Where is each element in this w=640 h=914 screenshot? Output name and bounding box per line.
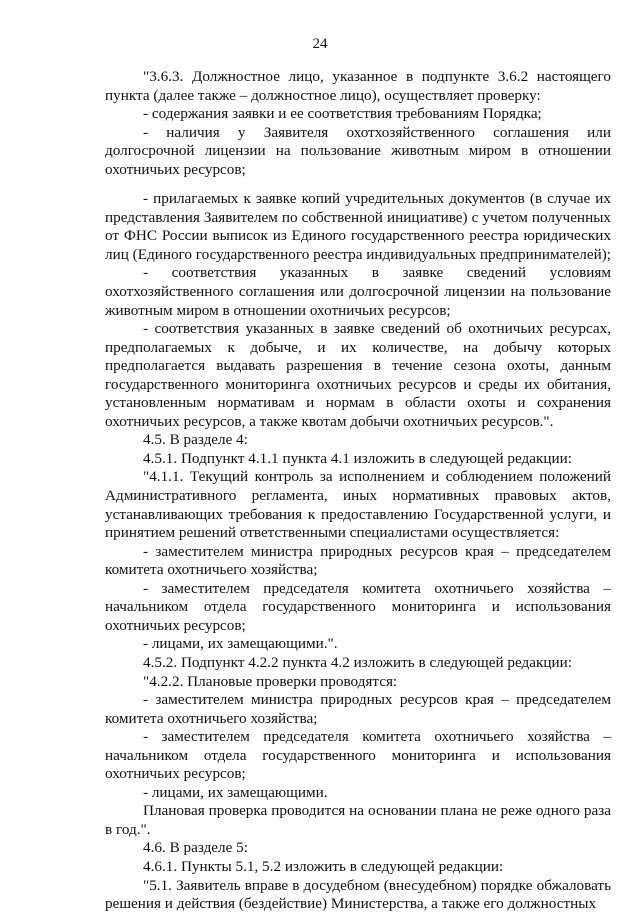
paragraph: - заместителем председателя комитета охотничьего хозяйства – начальником отдела государственного мониторинга и использования охотничьих ресурсов; <box>105 579 611 634</box>
paragraph: 4.5.1. Подпункт 4.1.1 пункта 4.1 изложить в следующей редакции: <box>143 449 572 467</box>
paragraph: "4.2.2. Плановые проверки проводятся: <box>143 672 398 690</box>
paragraph: "5.1. Заявитель вправе в досудебном (внесудебном) порядке обжаловать решения и действия (бездействие) Министерства, а также его должностных <box>105 876 611 913</box>
paragraph: - лицами, их замещающими. <box>143 783 328 801</box>
paragraph: - заместителем министра природных ресурсов края – председателем комитета охотничьего хозяйства; <box>105 691 611 727</box>
paragraph: - соответствия указанных в заявке сведений условиям охотхозяйственного соглашения или долгосрочной лицензии на пользование животным миром в отношении охотничьих ресурсов; <box>105 264 611 319</box>
paragraph: - прилагаемых к заявке копий учредительных документов (в случае их представления Заявителем по собственной инициативе) с учетом полученных от ФНС России выписок из Единого государственного реестра юридических лиц (Единого государственного реестра индивидуальных предпринимателей); <box>105 190 611 263</box>
paragraph: "3.6.3. Должностное лицо, указанное в подпункте 3.6.2 настоящего пункта (далее также – должностное лицо), осуществляет проверку: <box>105 68 611 104</box>
paragraph: 4.6. В разделе 5: <box>143 839 248 857</box>
paragraph: - соответствия указанных в заявке сведений об охотничьих ресурсах, предполагаемых к добыче, и их количестве, на добычу которых предполагается выдавать разрешения в течение сезона охоты, данным государственного мониторинга охотничьих ресурсов и среды их обитания, установленным нормативам и нормам в области охоты и сохранения охотничьих ресурсов, а также квотам добычи охотничьих ресурсов.". <box>105 320 611 430</box>
paragraph: Плановая проверка проводится на основании плана не реже одного раза в год.". <box>105 802 611 838</box>
paragraph: 4.5.2. Подпункт 4.2.2 пункта 4.2 изложить в следующей редакции: <box>143 653 572 671</box>
paragraph: - наличия у Заявителя охотхозяйственного соглашения или долгосрочной лицензии на пользование животным миром в отношении охотничьих ресурсов; <box>105 123 611 178</box>
paragraph: - заместителем министра природных ресурсов края – председателем комитета охотничьего хозяйства; <box>105 542 611 579</box>
paragraph: 4.6.1. Пункты 5.1, 5.2 изложить в следующей редакции: <box>143 857 504 875</box>
paragraph: - заместителем председателя комитета охотничьего хозяйства – начальником отдела государственного мониторинга и использования охотничьих ресурсов; <box>105 728 611 783</box>
paragraph: "4.1.1. Текущий контроль за исполнением и соблюдением положений Административного регламента, иных нормативных правовых актов, устанавливающих требования к предоставлению Государственной услуги, и принятием решений ответственными специалистами осуществляется: <box>105 468 611 542</box>
page-number: 24 <box>312 36 328 52</box>
paragraph: 4.5. В разделе 4: <box>143 431 248 449</box>
paragraph: - лицами, их замещающими.". <box>143 635 338 653</box>
document-body <box>105 68 611 914</box>
paragraph: - содержания заявки и ее соответствия требованиям Порядка; <box>143 105 542 123</box>
